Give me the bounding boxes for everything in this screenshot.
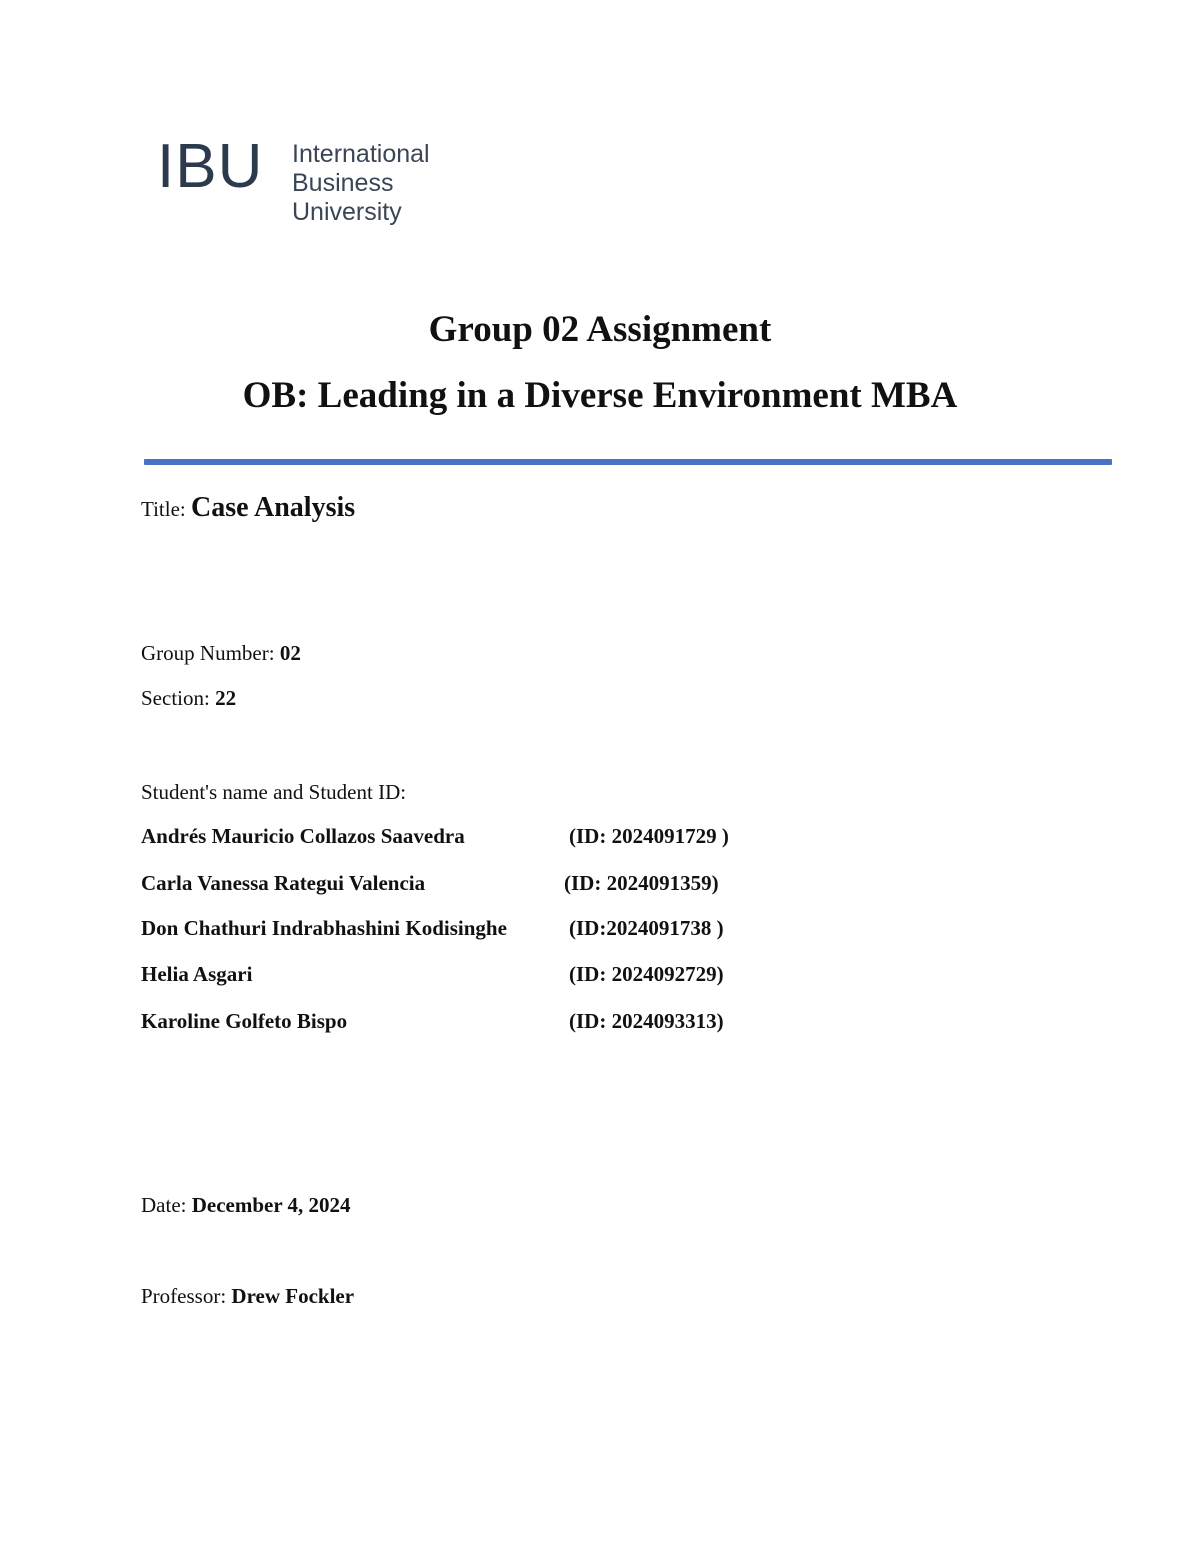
student-id: (ID: 2024092729) bbox=[569, 962, 724, 986]
student-name: Carla Vanessa Rategui Valencia bbox=[141, 871, 426, 895]
logo-line-2: Business bbox=[292, 169, 394, 197]
document-title-field bbox=[141, 494, 355, 523]
professor-field bbox=[141, 1282, 354, 1310]
title-label: Title: bbox=[141, 497, 186, 521]
date-field bbox=[141, 1191, 351, 1219]
student-id: (ID: 2024093313) bbox=[569, 1009, 724, 1033]
date-value: December 4, 2024 bbox=[191, 1193, 351, 1217]
group-number-field bbox=[141, 639, 301, 667]
professor-label: Professor: bbox=[141, 1284, 227, 1308]
student-name: Andrés Mauricio Collazos Saavedra bbox=[141, 824, 465, 848]
student-name: Helia Asgari bbox=[141, 962, 253, 986]
student-name: Don Chathuri Indrabhashini Kodisinghe bbox=[141, 916, 507, 940]
student-id: (ID: 2024091359) bbox=[564, 871, 719, 895]
section-label: Section: bbox=[141, 686, 210, 710]
student-row bbox=[141, 1007, 724, 1035]
title-value: Case Analysis bbox=[191, 492, 356, 523]
section-field bbox=[141, 684, 236, 712]
divider-rule bbox=[144, 459, 1112, 465]
course-title: OB: Leading in a Diverse Environment MBA bbox=[242, 375, 958, 416]
student-id: (ID: 2024091729 ) bbox=[569, 824, 729, 848]
date-label: Date: bbox=[141, 1193, 187, 1217]
logo-line-1: International bbox=[292, 140, 430, 168]
section-value: 22 bbox=[215, 686, 237, 710]
professor-value: Drew Fockler bbox=[231, 1284, 355, 1308]
student-row bbox=[141, 822, 729, 850]
logo-wordmark bbox=[292, 140, 430, 227]
student-id: (ID:2024091738 ) bbox=[569, 916, 724, 940]
logo-mark: IBU bbox=[157, 132, 264, 201]
assignment-title: Group 02 Assignment bbox=[428, 309, 772, 350]
logo-line-3: University bbox=[292, 198, 402, 226]
group-number-label: Group Number: bbox=[141, 641, 275, 665]
student-row bbox=[141, 960, 724, 988]
students-heading: Student's name and Student ID: bbox=[141, 780, 407, 804]
student-row bbox=[141, 914, 724, 942]
student-name: Karoline Golfeto Bispo bbox=[141, 1009, 348, 1033]
student-row bbox=[141, 869, 719, 897]
group-number-value: 02 bbox=[279, 641, 301, 665]
